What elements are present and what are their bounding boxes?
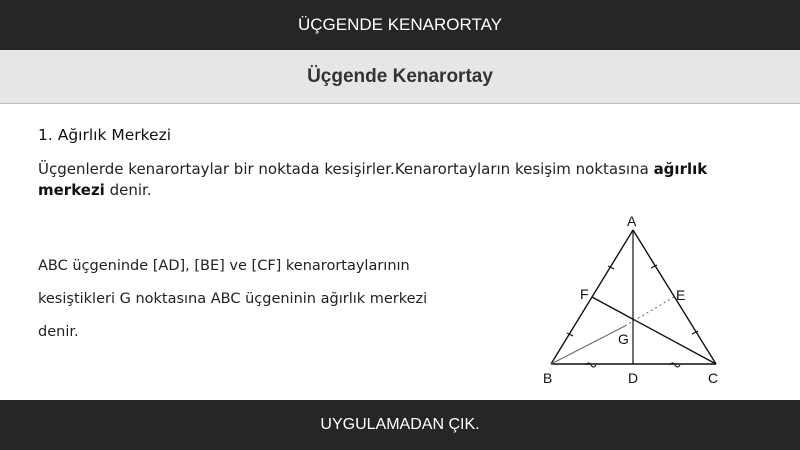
- label-d: D: [628, 370, 639, 386]
- description-line: kesiştikleri G noktasına ABC üçgeninin ağırlık merkezi: [38, 291, 428, 307]
- median-be-dotted: [625, 297, 674, 326]
- page-header: [0, 50, 800, 104]
- description-line: ABC üçgeninde [AD], [BE] ve [CF] kenarortaylarının: [38, 258, 410, 274]
- app-title-bar: [0, 0, 800, 50]
- intro-paragraph: [38, 159, 768, 201]
- content-area: [0, 104, 800, 400]
- description-paragraph: [38, 254, 498, 353]
- intro-end: denir.: [104, 181, 152, 199]
- triangle-diagram: [540, 208, 740, 388]
- intro-text: Üçgenlerde kenarortaylar bir noktada kesişirler.Kenarortayların kesişim noktasına: [38, 160, 654, 178]
- label-e: E: [676, 287, 686, 303]
- median-cf: [592, 297, 716, 364]
- label-b: B: [543, 370, 553, 386]
- exit-app-label: UYGULAMADAN ÇIK.: [320, 416, 480, 433]
- section-title: 1. Ağırlık Merkezi: [38, 126, 172, 144]
- page-title: Üçgende Kenarortay: [307, 65, 493, 87]
- label-a: A: [627, 213, 637, 229]
- intro-bold-term: ağırlık merkezi: [38, 160, 708, 199]
- label-g: G: [618, 331, 629, 347]
- label-f: F: [580, 286, 589, 302]
- label-c: C: [708, 370, 719, 386]
- app-title: ÜÇGENDE KENARORTAY: [297, 15, 503, 34]
- side-ac: [633, 230, 716, 364]
- description-line: denir.: [38, 324, 79, 340]
- exit-app-button[interactable]: [0, 400, 800, 450]
- triangle-figure: [540, 208, 740, 388]
